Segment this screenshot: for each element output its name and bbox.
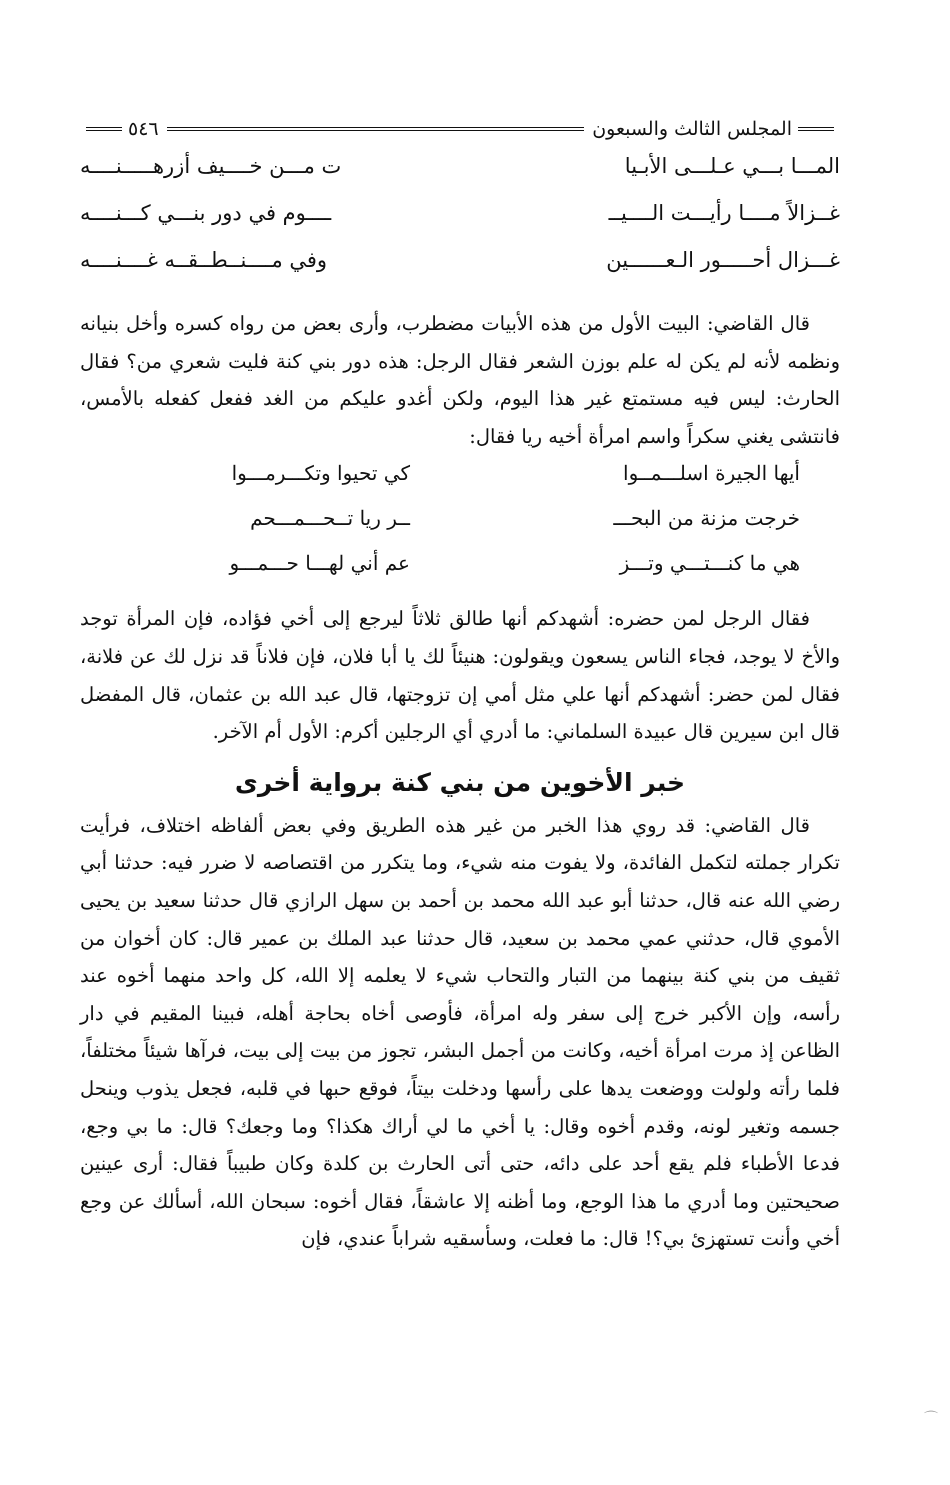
page-number: ٥٤٦ [128, 118, 159, 140]
book-page [80, 112, 840, 1258]
verse-first-hemistich: غـــزال أحـــــور الـعــــــين [606, 248, 840, 272]
verse-second-hemistich: وفي مــــنــطــقــه غــــنــــه [80, 248, 328, 272]
verse-first-hemistich: غــزالاً مــــا رأيـــت الــــيــ [608, 201, 840, 225]
verse-first-hemistich: أيها الجيرة اسلـــمــوا [623, 461, 800, 486]
verse-first-hemistich: المـــا بـــي عـلـــى الأبـيا [624, 154, 840, 178]
paragraph-commentary: قال القاضي: البيت الأول من هذه الأبيات مضطرب، وأرى بعض من رواه كسره وأخل بنيانه ونظمه لأنه لم يكن له علم بوزن الشعر فقال الرجل: هذه دور بني كنة فليت شعري من؟ فقال الحارث: ليس فيه مستمتع غير هذا اليوم، ولكن أغدو عليكم من الغد ففعل كفعله بالأمس، فانتشى يغني سكراً واسم امرأة أخيه ريا فقال: [80, 312, 840, 448]
verse-second-hemistich: ــــوم في دور بنـــي كـــنــــه [80, 201, 332, 225]
verse-line [170, 506, 800, 551]
paragraph-story: قال القاضي: قد روي هذا الخبر من غير هذه الطريق وفي بعض ألفاظه اختلاف، فرأيت تكرار جملته لتكمل الفائدة، ولا يفوت منه شيء، وما يتكرر من اقتصاصه لا ضرر فيه: حدثنا أبي رضي الله عنه قال، حدثنا أبو عبد الله محمد بن أحمد بن سهل الرازي قال حدثنا سعيد بن يحيى الأموي قال، حدثني عمي محمد بن سعيد، قال حدثنا عبد الملك بن عمير قال: كان أخوان من ثقيف من بني كنة بينهما من التبار والتحاب شيء لا يعلمه إلا الله، كل واحد منهما أخوه عند رأسه، وإن الأكبر خرج إلى سفر وله امرأة، فأوصى أخاه بحاجة أهله، فبينا المقيم في دار الظاعن إذ مرت امرأة أخيه، وكانت من أجمل البشر، تجوز من بيت إلى بيت، فرآها شيئاً مختلفاً، فلما رأته ولولت ووضعت يدها على رأسها ودخلت بيتاً، فوقع حبها في قلبه، فجعل يذوب وينحل جسمه وتغير لونه، وقدم أخوه وقال: يا أخي ما لي أراك هكذا؟ وما وجعك؟ قال: ما بي وجع، فدعا الأطباء فلم يقع أحد على دائه، حتى أتى الحارث بن كلدة وكان طبيباً فقال: أرى عينين صحيحتين وما أدري ما هذا الوجع، وما أظنه إلا عاشقاً، فقال أخوه: سبحان الله، أسألك عن وجع أخي وأنت تستهزئ بي؟! قال: ما فعلت، وسأسقيه شراباً عندي، فإن [80, 813, 840, 1251]
verse-first-hemistich: هي ما كنـــتـــي وتـــز [619, 551, 800, 576]
verse-line [80, 248, 840, 295]
verse-first-hemistich: خرجت مزنة من البحـــ [613, 506, 800, 531]
verse-second-hemistich: ــر ريا تــحـــمـــحم [250, 506, 410, 531]
paragraph-narrative: فقال الرجل لمن حضره: أشهدكم أنها طالق ثلاثاً ليرجع إلى أخي فؤاده، فإن المرأة توجد والأخ لا يوجد، فجاء الناس يسعون ويقولون: هنيئاً لك يا أبا فلان، فإن فلاناً قد نزل لك عن فلانة، فقال لمن حضر: أشهدكم أنها علي مثل أمي إن تزوجتها، قال عبد الله بن عثمان، قال المفضل قال ابن سيرين قال عبيدة السلماني: ما أدري أي الرجلين أكرم: الأول أم الآخر. [80, 607, 840, 744]
header-rule-middle [167, 127, 585, 131]
verse-second-hemistich: عم أني لهـــا حـــمـــو [229, 551, 410, 576]
verse-line [170, 551, 800, 596]
verse-second-hemistich: ت مـــن خــــيف أزرهـــــنــــه [80, 154, 342, 178]
running-title: المجلس الثالث والسبعون [592, 118, 792, 140]
running-header [80, 112, 840, 146]
section-heading: خبر الأخوين من بني كنة برواية أخرى [234, 767, 686, 797]
poem-first [80, 154, 840, 295]
scan-artifact-mark: ⌒ [924, 1411, 938, 1427]
verse-line [80, 201, 840, 248]
header-rule-right [798, 127, 834, 131]
header-rule-left [86, 127, 122, 131]
verse-line [80, 154, 840, 201]
poem-second [80, 461, 840, 596]
verse-second-hemistich: كي تحيوا وتكـــرمـــوا [231, 461, 410, 486]
verse-line [170, 461, 800, 506]
